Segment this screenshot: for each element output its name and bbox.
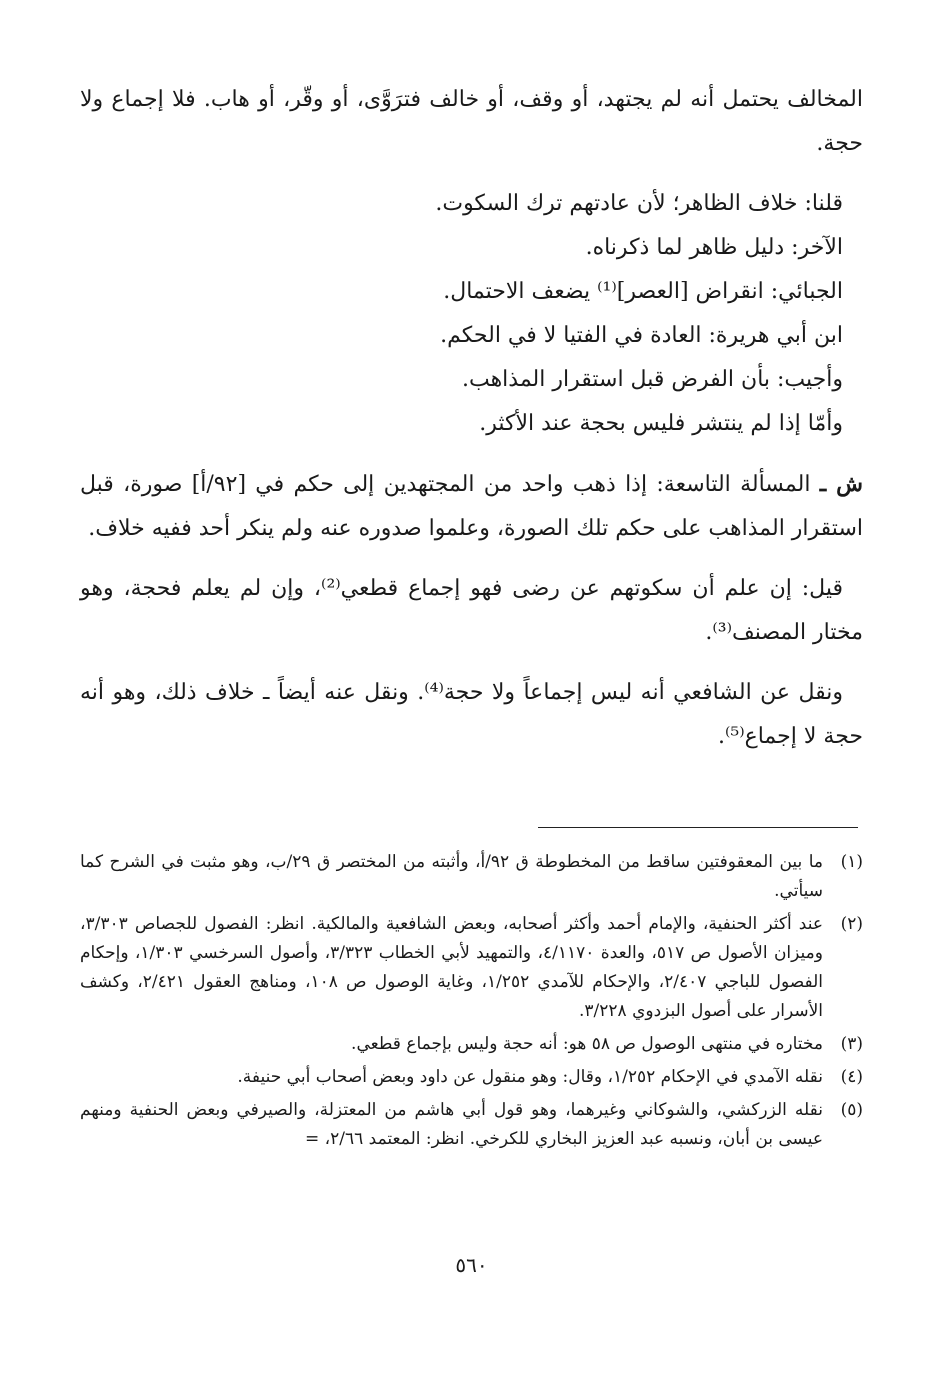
footnote-number: (٥) [840,1100,863,1120]
footnotes [80,848,863,1158]
footnote [80,1030,863,1059]
page-number: ٥٦٠ [455,1253,488,1277]
paragraph-issue-nine-text: المسألة التاسعة: إذا ذهب واحد من المجتهدين إلى حكم في [٩٢/أ] صورة، قبل استقرار المذاهب على حكم تلك الصورة، وعلموا صدوره عنه ولم ينكر أحد ففيه خلاف. [80,472,863,541]
footnote-text: مختاره في منتهى الوصول ص ٥٨ هو: أنه حجة وليس بإجماع قطعي. [351,1034,823,1054]
footnote [80,848,863,906]
response-line: الآخر: دليل ظاهر لما ذكرناه. [585,235,843,260]
footnote-number: (٢) [840,914,863,934]
footnote-divider [538,827,858,828]
response-line: وأجيب: بأن الفرض قبل استقرار المذاهب. [461,367,843,392]
commentary-label: ش ـ [819,471,863,497]
paragraph-1: المخالف يحتمل أنه لم يجتهد، أو وقف، أو خالف فترَوَّى، أو وقّر، أو هاب. فلا إجماع ولا حجة. [80,87,863,156]
paragraph-issue-nine [80,462,863,551]
main-text [80,78,863,759]
footnote-text: ما بين المعقوفتين ساقط من المخطوطة ق ٩٢/أ، وأثبته من المختصر ق ٢٩/ب، وهو مثبت في الشرح كما سيأتي. [80,852,823,901]
footnote-number: (٣) [840,1034,863,1054]
footnote [80,1063,863,1092]
footnote [80,1096,863,1154]
paragraph-4: قيل: إن علم أن سكوتهم عن رضى فهو إجماع قطعي⁽²⁾، وإن لم يعلم فحجة، وهو مختار المصنف⁽³⁾. [80,576,863,645]
footnote [80,910,863,1026]
response-line: قلنا: خلاف الظاهر؛ لأن عادتهم ترك السكوت. [435,191,843,216]
footnote-number: (٤) [840,1067,863,1087]
footnote-text: نقله الزركشي، والشوكاني وغيرهما، وهو قول أبي هاشم من المعتزلة، والصيرفي وبعض الحنفية ومنهم عيسى بن أبان، ونسبه عبد العزيز البخاري للكرخي. انظر: المعتمد ٢/٦٦، = [80,1100,823,1149]
footnote-text: عند أكثر الحنفية، والإمام أحمد وأكثر أصحابه، وبعض الشافعية والمالكية. انظر: الفصول للجصاص ٣/٣٠٣، وميزان الأصول ص ٥١٧، والعدة ٤/١١٧٠، والتمهيد لأبي الخطاب ٣/٣٢٣، وأصول السرخسي ١/٣٠٣، وإحكام الفصول للباجي ٢/٤٠٧، والإحكام للآمدي ١/٢٥٢، وغاية الوصول ص ١٠٨، ومناهج العقول ٢/٤٢١، وكشف الأسرار على أصول البزدوي ٣/٢٢٨. [80,914,823,1021]
responses-block [80,182,863,446]
response-line: ابن أبي هريرة: العادة في الفتيا لا في الحكم. [440,323,843,348]
response-line: وأمّا إذا لم ينتشر فليس بحجة عند الأكثر. [479,411,843,436]
footnote-text: نقله الآمدي في الإحكام ١/٢٥٢، وقال: وهو منقول عن داود وبعض أصحاب أبي حنيفة. [237,1067,823,1087]
footnote-number: (١) [840,852,863,872]
response-line: الجبائي: انقراض [العصر]⁽¹⁾ يضعف الاحتمال. [443,279,843,304]
paragraph-5: ونقل عن الشافعي أنه ليس إجماعاً ولا حجة⁽⁴⁾. ونقل عنه أيضاً ـ خلاف ذلك، وهو أنه حجة لا إجماع⁽⁵⁾. [80,680,863,749]
